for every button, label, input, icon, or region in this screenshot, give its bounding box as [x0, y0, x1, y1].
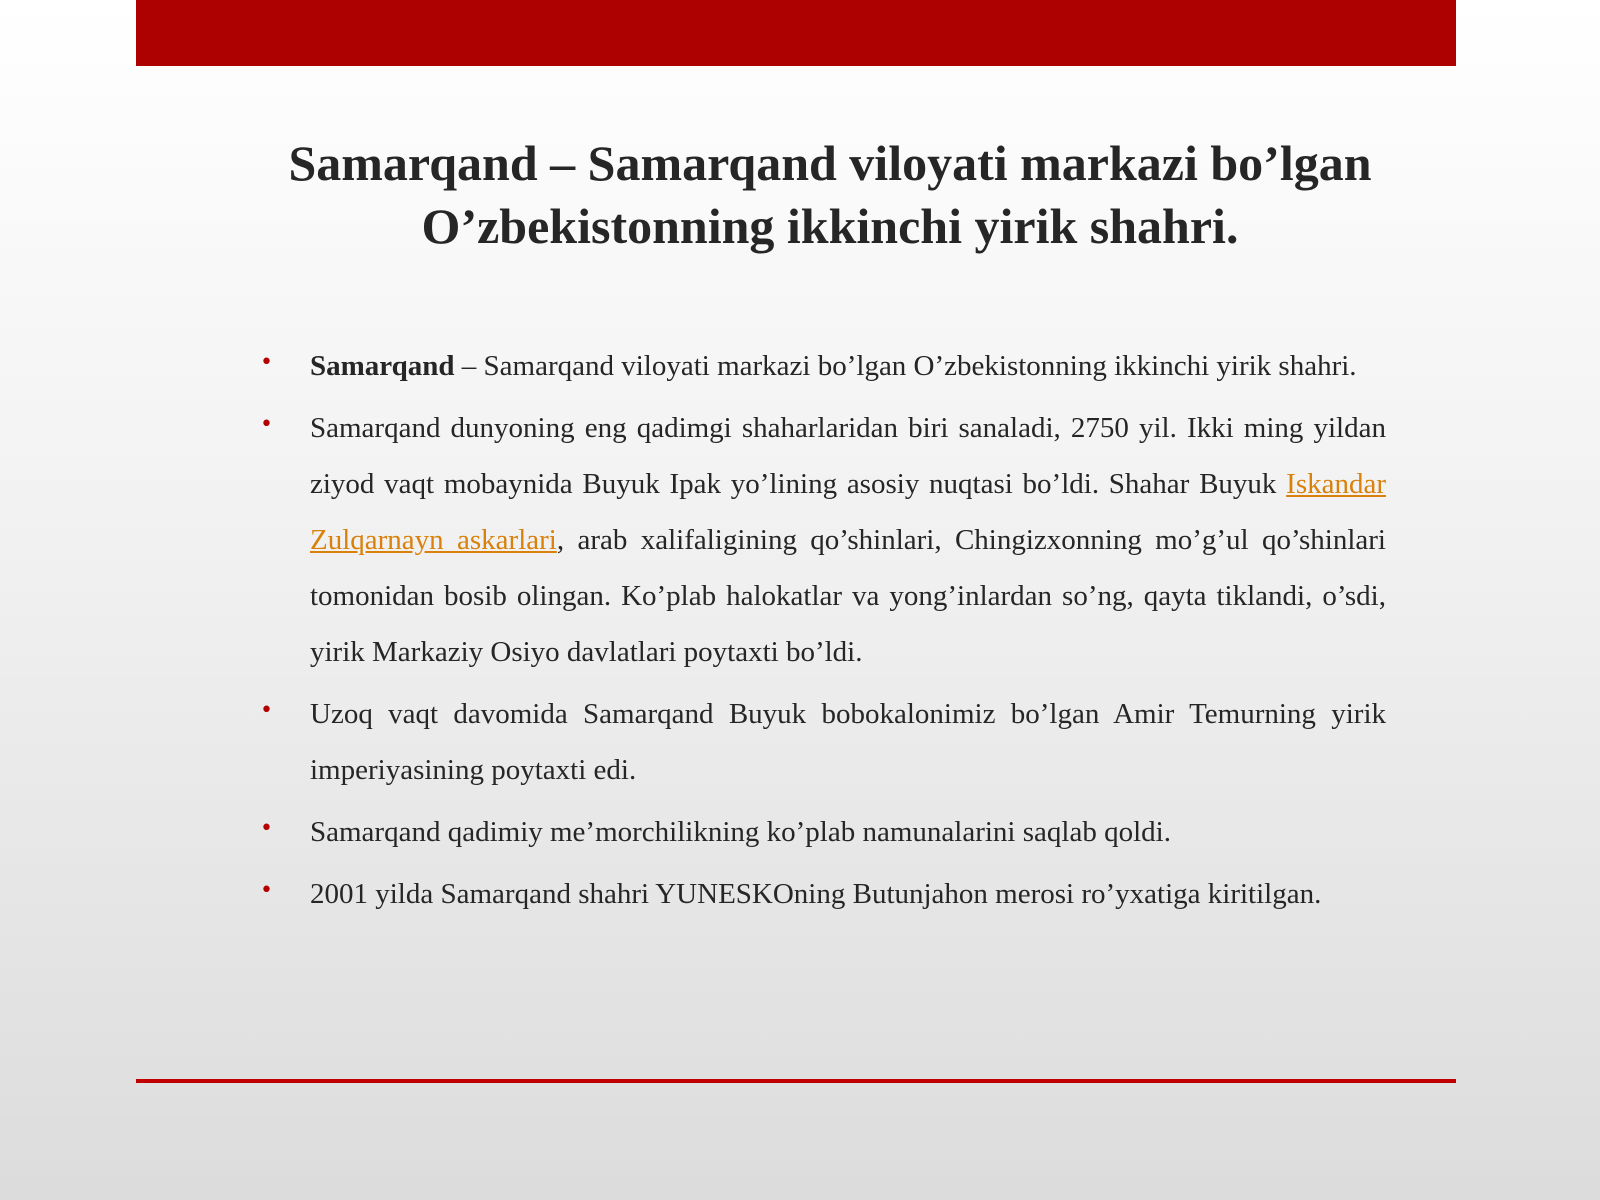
bullet-marker: •: [260, 350, 273, 375]
bullet-marker: •: [260, 412, 273, 437]
bullet-text: Samarqand dunyoning eng qadimgi shaharlaridan biri sanaladi, 2750 yil. Ikki ming yildan ziyod vaqt mobaynida Buyuk Ipak yo’lining asosiy nuqtasi bo’ldi. Shahar Buyuk: [310, 412, 1386, 500]
bullet-lead-text: Samarqand: [310, 350, 455, 382]
bullet-text-continued: , arab xalifaligining qo’shinlari, Chingizxonning mo’g’ul qo’shinlari tomonidan bosib olingan. Ko’plab halokatlar va yong’inlardan so’ng, qayta tiklandi, o’sdi, yirik Markaziy Osiyo davlatlari poytaxti bo’ldi.: [310, 524, 1386, 668]
bullet-item-2: [258, 400, 1386, 680]
bullet-text: Samarqand qadimiy me’morchilikning ko’plab namunalarini saqlab qoldi.: [310, 816, 1171, 848]
bullet-marker: •: [260, 816, 273, 841]
bottom-divider: [136, 1079, 1456, 1083]
bullet-marker: •: [260, 698, 273, 723]
bullet-text: Uzoq vaqt davomida Samarqand Buyuk bobokalonimiz bo’lgan Amir Temurning yirik imperiyasining poytaxti edi.: [310, 698, 1386, 786]
bullet-item-3: [258, 686, 1386, 798]
slide-title: Samarqand – Samarqand viloyati markazi bo’lgan O’zbekistonning ikkinchi yirik shahri.: [288, 135, 1372, 254]
bullet-item-5: [258, 866, 1386, 922]
top-accent-bar: [136, 0, 1456, 66]
iskandar-link[interactable]: Iskandar Zulqarnayn askarlari: [310, 468, 1386, 556]
bullet-list: [258, 338, 1386, 928]
bullet-item-1: [258, 338, 1386, 394]
bullet-marker: •: [260, 878, 273, 903]
bullet-item-4: [258, 804, 1386, 860]
bullet-text: – Samarqand viloyati markazi bo’lgan O’zbekistonning ikkinchi yirik shahri.: [454, 350, 1357, 382]
bullet-text: 2001 yilda Samarqand shahri YUNESKOning Butunjahon merosi ro’yxatiga kiritilgan.: [310, 878, 1322, 910]
